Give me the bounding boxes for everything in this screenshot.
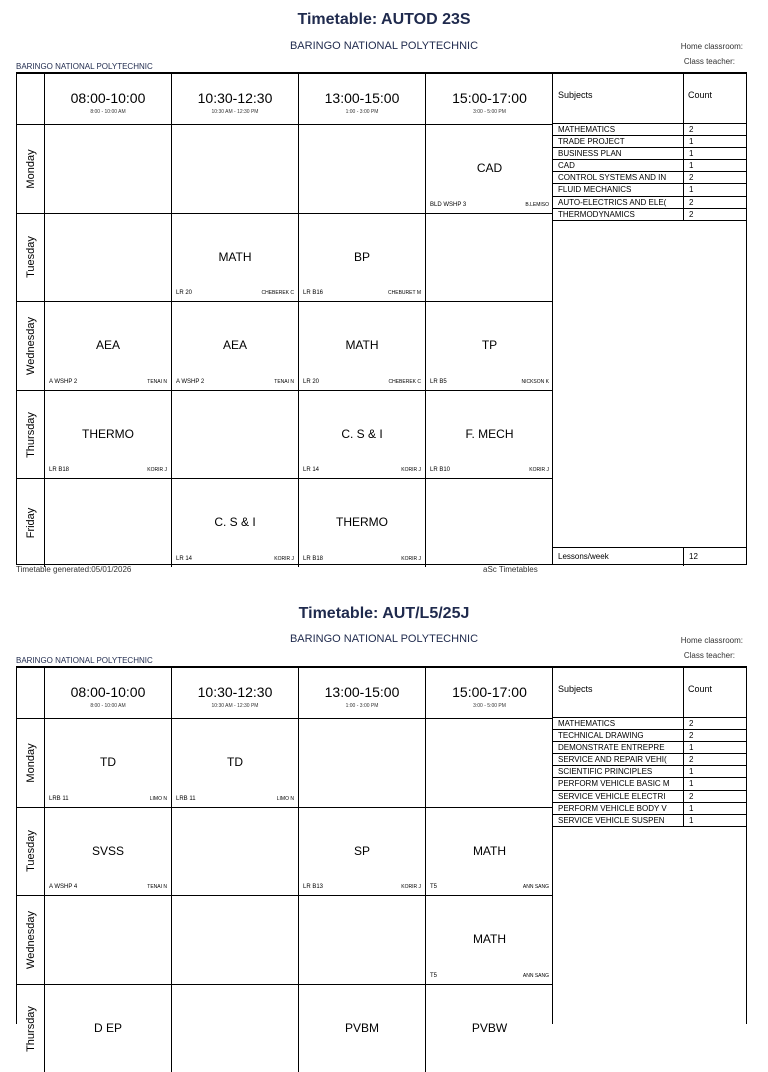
school-name-left: BARINGO NATIONAL POLYTECHNIC: [16, 62, 153, 71]
lesson-cell: [45, 984, 172, 1072]
lesson-subject: CAD: [476, 161, 503, 175]
lesson-subject: PVBM: [344, 1020, 379, 1035]
lesson-subject: MATH: [472, 932, 507, 947]
lessons-week-row: [553, 547, 746, 566]
subject-row: [553, 148, 746, 160]
lesson-cell: [426, 718, 553, 807]
day-label-cell: [17, 390, 45, 479]
lesson-teacher: LIMO N: [149, 795, 167, 802]
class-teacher-label: Class teacher:: [683, 57, 735, 66]
lessons-week-label: Lessons/week: [558, 552, 609, 561]
subjects-header: Subjects: [558, 684, 593, 694]
lesson-subject: F. MECH: [465, 426, 514, 441]
subjects-header: Subjects: [558, 90, 593, 100]
asc-credit: aSc Timetables: [483, 565, 538, 574]
subject-row: [553, 160, 746, 172]
lesson-cell: [172, 301, 299, 390]
lesson-teacher: TENAI N: [274, 378, 294, 385]
home-classroom-label: Home classroom:: [680, 636, 743, 645]
lesson-cell: [45, 895, 172, 984]
period-subtime: 3:00 - 5:00 PM: [473, 109, 506, 115]
subject-name: DEMONSTRATE ENTREPRE: [558, 743, 665, 753]
period-header: [172, 74, 299, 124]
lesson-subject: SVSS: [91, 843, 124, 858]
day-label-cell: [17, 478, 45, 567]
day-label: Wednesday: [24, 317, 37, 375]
corner-cell: [17, 668, 45, 718]
day-label-cell: [17, 895, 45, 984]
lesson-teacher: KORIR J: [147, 467, 167, 474]
lesson-room: LR B13: [303, 884, 324, 891]
subject-row: [553, 197, 746, 209]
subject-row: [553, 172, 746, 184]
lesson-cell: [172, 807, 299, 896]
lesson-subject: THERMO: [82, 426, 134, 441]
lesson-cell: [172, 718, 299, 807]
day-label: Thursday: [24, 411, 37, 458]
period-header: [299, 74, 426, 124]
lesson-subject: BP: [353, 249, 370, 264]
subject-name: AUTO-ELECTRICS AND ELE(: [558, 197, 667, 207]
lesson-subject: C. S & I: [214, 515, 256, 530]
lesson-teacher: NICKSON K: [521, 378, 549, 385]
subject-row: [553, 803, 746, 815]
subject-count: 1: [683, 184, 693, 195]
lesson-teacher: KORIR J: [401, 467, 421, 474]
lesson-cell: [172, 124, 299, 213]
lesson-room: A WSHP 2: [49, 378, 78, 385]
lesson-room: LR B5: [430, 378, 447, 385]
lesson-room: LR 14: [303, 467, 320, 474]
period-header: [426, 668, 553, 718]
lesson-cell: [299, 807, 426, 896]
subject-name: SERVICE VEHICLE SUSPEN: [558, 815, 665, 825]
lesson-cell: [45, 213, 172, 302]
subject-row: [553, 815, 746, 827]
lesson-room: LRB 11: [176, 795, 196, 802]
lesson-subject: AEA: [222, 338, 247, 353]
lesson-teacher: KORIR J: [401, 555, 421, 562]
subject-count: 2: [683, 791, 693, 802]
subject-row: [553, 184, 746, 196]
lesson-cell: [299, 124, 426, 213]
subject-name: SERVICE AND REPAIR VEHI(: [558, 755, 667, 765]
subject-row: [553, 742, 746, 754]
lesson-cell: [172, 213, 299, 302]
period-subtime: 10:30 AM - 12:30 PM: [211, 703, 259, 709]
timetable-title: Timetable: AUTOD 23S: [297, 11, 471, 28]
home-classroom-label: Home classroom:: [680, 42, 743, 51]
lesson-room: A WSHP 4: [49, 884, 78, 891]
lesson-room: T5: [430, 884, 438, 891]
day-label-cell: [17, 807, 45, 896]
period-header: [299, 668, 426, 718]
day-label: Monday: [24, 149, 37, 189]
subject-name: SCIENTIFIC PRINCIPLES: [558, 767, 653, 777]
day-label-cell: [17, 718, 45, 807]
lesson-cell: [426, 124, 553, 213]
subject-count: 2: [683, 197, 693, 208]
period-time: 10:30-12:30: [197, 90, 273, 106]
lesson-cell: [45, 807, 172, 896]
corner-cell: [17, 74, 45, 124]
subject-count: 1: [683, 815, 693, 826]
lesson-subject: TD: [227, 755, 243, 769]
count-header: Count: [688, 90, 713, 100]
subject-name: TRADE PROJECT: [558, 137, 625, 147]
period-time: 10:30-12:30: [197, 684, 273, 700]
lesson-room: T5: [430, 972, 438, 979]
period-time: 15:00-17:00: [452, 684, 527, 700]
lesson-teacher: ANN SANG: [522, 972, 549, 979]
lesson-teacher: TENAI N: [147, 884, 167, 891]
day-label: Tuesday: [24, 830, 37, 873]
lesson-room: LR B10: [430, 467, 451, 474]
lesson-subject: D EP: [93, 1020, 122, 1035]
lesson-room: LR B18: [303, 555, 324, 562]
subject-name: PERFORM VEHICLE BODY V: [558, 803, 667, 813]
day-label: Thursday: [24, 1005, 37, 1052]
lesson-subject: TP: [481, 338, 498, 353]
subject-count: 1: [683, 742, 693, 753]
lesson-teacher: KORIR J: [401, 884, 421, 891]
timetable-grid: [16, 666, 553, 1052]
lesson-room: LR B18: [49, 467, 70, 474]
lesson-cell: [426, 895, 553, 984]
subject-row: [553, 791, 746, 803]
period-subtime: 1:00 - 3:00 PM: [345, 109, 379, 115]
lesson-teacher: CHEBEREK C: [261, 290, 294, 297]
subject-row: [553, 718, 746, 730]
subject-count: 2: [683, 754, 693, 765]
period-time: 08:00-10:00: [70, 684, 146, 700]
lesson-room: LRB 11: [49, 795, 69, 802]
timetable-title: Timetable: AUT/L5/25J: [298, 605, 470, 622]
lesson-cell: [299, 390, 426, 479]
lesson-cell: [172, 390, 299, 479]
subject-name: PERFORM VEHICLE BASIC M: [558, 779, 670, 789]
subject-name: MATHEMATICS: [558, 719, 616, 728]
lesson-subject: MATH: [472, 843, 507, 858]
lesson-cell: [426, 478, 553, 567]
subject-count: 1: [683, 803, 693, 814]
subject-name: CONTROL SYSTEMS AND IN: [558, 173, 667, 183]
period-time: 15:00-17:00: [452, 90, 527, 106]
lesson-room: BLD WSHP 3: [430, 201, 467, 208]
lesson-room: LR 20: [176, 290, 193, 297]
subjects-panel: [553, 72, 747, 565]
period-subtime: 8:00 - 10:00 AM: [90, 703, 126, 709]
lesson-cell: [45, 718, 172, 807]
period-header: [45, 668, 172, 718]
school-name-left: BARINGO NATIONAL POLYTECHNIC: [16, 656, 153, 665]
subject-count: 1: [683, 766, 693, 777]
lesson-cell: [426, 213, 553, 302]
period-time: 13:00-15:00: [324, 90, 400, 106]
subject-name: MATHEMATICS: [558, 125, 616, 134]
lesson-cell: [299, 984, 426, 1072]
class-teacher-label: Class teacher:: [683, 651, 735, 660]
period-header: [172, 668, 299, 718]
period-subtime: 3:00 - 5:00 PM: [473, 703, 506, 709]
lesson-cell: [299, 895, 426, 984]
period-subtime: 1:00 - 3:00 PM: [345, 703, 379, 709]
lesson-cell: [45, 478, 172, 567]
lesson-cell: [172, 895, 299, 984]
lesson-cell: [426, 301, 553, 390]
subject-name: TECHNICAL DRAWING: [558, 731, 644, 741]
lesson-cell: [299, 213, 426, 302]
period-time: 13:00-15:00: [324, 684, 400, 700]
lesson-cell: [426, 390, 553, 479]
lessons-week-count: 12: [683, 548, 698, 566]
subject-count: 1: [683, 778, 693, 789]
lesson-teacher: CHEBURET M: [388, 290, 421, 297]
day-label: Monday: [24, 743, 37, 783]
subject-row: [553, 730, 746, 742]
day-label-cell: [17, 124, 45, 213]
lesson-subject: AEA: [95, 338, 120, 353]
generated-date: Timetable generated:05/01/2026: [16, 565, 132, 574]
day-label: Friday: [24, 507, 37, 539]
subject-row: [553, 124, 746, 136]
lesson-subject: MATH: [345, 338, 379, 353]
lesson-teacher: TENAI N: [147, 378, 167, 385]
lesson-teacher: KORIR J: [529, 467, 549, 474]
lesson-subject: SP: [353, 843, 370, 858]
subject-row: [553, 136, 746, 148]
lesson-teacher: B.LEMISO: [525, 201, 549, 208]
lesson-cell: [426, 807, 553, 896]
period-time: 08:00-10:00: [70, 90, 146, 106]
subject-row: [553, 209, 746, 221]
subject-count: 2: [683, 172, 693, 183]
subject-name: FLUID MECHANICS: [558, 185, 632, 195]
lesson-teacher: CHEBEREK C: [388, 378, 421, 385]
school-name: BARINGO NATIONAL POLYTECHNIC: [289, 40, 479, 52]
subject-name: CAD: [558, 161, 575, 171]
subject-count: 1: [683, 136, 693, 147]
lesson-subject: THERMO: [336, 515, 388, 530]
day-label-cell: [17, 301, 45, 390]
lesson-teacher: LIMO N: [276, 795, 294, 802]
subject-name: SERVICE VEHICLE ELECTRI: [558, 791, 666, 801]
subject-count: 1: [683, 148, 693, 159]
subject-count: 2: [683, 209, 693, 220]
lesson-room: A WSHP 2: [176, 378, 205, 385]
count-header: Count: [688, 684, 713, 694]
period-header: [45, 74, 172, 124]
lesson-subject: PVBW: [471, 1020, 508, 1035]
subject-row: [553, 778, 746, 790]
subjects-panel: [553, 666, 747, 1024]
lesson-subject: TD: [100, 755, 116, 769]
subject-row: [553, 766, 746, 778]
lesson-cell: [299, 478, 426, 567]
lesson-cell: [299, 301, 426, 390]
subject-count: 1: [683, 160, 693, 171]
lesson-cell: [172, 478, 299, 567]
lesson-room: LR B16: [303, 290, 324, 297]
day-label: Tuesday: [24, 236, 37, 279]
subject-count: 2: [683, 124, 693, 135]
school-name: BARINGO NATIONAL POLYTECHNIC: [289, 633, 479, 645]
subject-name: THERMODYNAMICS: [558, 209, 635, 219]
lesson-cell: [45, 124, 172, 213]
day-label-cell: [17, 213, 45, 302]
subject-count: 2: [683, 718, 693, 729]
lesson-cell: [45, 301, 172, 390]
lesson-subject: MATH: [218, 249, 252, 264]
lesson-room: LR 20: [303, 378, 320, 385]
day-label-cell: [17, 984, 45, 1072]
lesson-cell: [426, 984, 553, 1072]
lesson-teacher: KORIR J: [274, 555, 294, 562]
lesson-room: LR 14: [176, 555, 193, 562]
subject-count: 2: [683, 730, 693, 741]
period-subtime: 10:30 AM - 12:30 PM: [211, 109, 259, 115]
subject-row: [553, 754, 746, 766]
lesson-teacher: ANN SANG: [522, 884, 549, 891]
lesson-cell: [45, 390, 172, 479]
period-header: [426, 74, 553, 124]
lesson-cell: [299, 718, 426, 807]
lesson-cell: [172, 984, 299, 1072]
timetable-grid: [16, 72, 553, 565]
lesson-subject: C. S & I: [341, 426, 383, 441]
period-subtime: 8:00 - 10:00 AM: [90, 109, 126, 115]
subject-name: BUSINESS PLAN: [558, 149, 622, 159]
day-label: Wednesday: [24, 911, 37, 969]
